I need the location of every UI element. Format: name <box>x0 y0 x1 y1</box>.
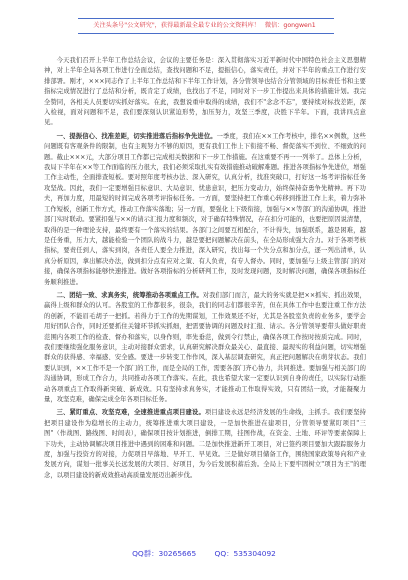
paragraph-intro-text: 今天我们召开上半年工作总结会议，会议的主要任务是：深入贯彻落实习近平新时代中国特色社会主义思想精神，对上半年全局各项工作进行全面总结，查找问题和不足，提振信心，落实责任，并对下半年的重点工作进行安排部署。刚才，×××同志作了上半年工作总结和下半年工作计划，各分管领导也结合分管领域的目标责任书和主要指标完成情况进行了总结和分析，既肯定了成绩，也找出了不足，同时对下一步工作提出来具体的措施计划。我完全赞同，各相关人员要切实抓好落实。在此，我想说重申取得的成绩，我们不"念念不忘"，要持续对标找差距，深入检视，面对问题和不足，我们要深刻认识紧迫形势，加压努力，攻坚三季度，决胜下半年。下面，我讲四点意见。 <box>44 57 366 127</box>
banner-wechat-text: 微信：gongwen1 <box>264 22 316 29</box>
section-2-text: 对我们部门而言，最大的务实就是把××抓实、抓出效果，赢得上级和群众的认可。各股室的工作都很多，很杂，我们的同志们都很辛苦，但在具体工作中也要注重工作方法的创新，不能眉毛胡子一把抓。若得力于工作的先期谋划，工作效果还不好，尤其是各股室负责的业务多，要学会用好团队合作，同时还要抓住关键环节抓实抓细，把需要协调的问题及时汇报、请示。各分管领导要带头做好职责范围内各项工作的检查、督办和落实，以身作则，率先垂范，做到令行禁止，确保各项工作按时按质完成。同时，我们要继续强化服务意识，主动对接群众需求，认真研究解决群众最关心、最直接、最现实的利益问题，切实增强群众的获得感、幸福感、安全感。要进一步转变工作作风，深入基层调查研究，真正把问题解决在萌芽状态。我们要认识到，××工作不是一个部门的工作，而是全局的工作，需要各部门齐心协力，共同推进。要加强与相关部门的沟通协调，形成工作合力，共同推动各项工作落实。在此，我也希望大家一定要认识到自身的责任，以实际行动推动各项重点工作取得新突破、新成效。只有坚持求真务实，才能推动工作取得实效，只有团结一致，才能凝聚力量，攻坚克难，确保完成全年各项目标任务。 <box>44 291 366 403</box>
section-3-text: 项目建设永远是经济发展的生命线，主抓手。我们要坚持把项目建设作为稳增长的主动力，统筹推进重大项目建设，一是加快推进在建项目，分管领导要紧盯项目"三图"（作战图、路线图、时间表），确保项目按计划推进，倒排工期，挂图作战，在资金、土地、环评等要素保障上下功夫，主动协调解决项目推进中遇到的困难和问题。二是加快推进新开工项目，对已签约项目要加大跟踪服务力度，加强与投资方的对接，力促项目早落地、早开工、早见效。三是做好项目储备工作，围绕国家政策导向和产业发展方向，谋划一批事关长远发展的大项目、好项目，为今后发展积蓄后劲。全局上下要牢固树立"项目为王"的理念，以项目建设的新成效推动高质量发展迈出新步伐。 <box>44 409 366 479</box>
paragraph-intro <box>44 56 366 129</box>
paragraph-section-2 <box>44 291 366 405</box>
footer-qq-group: QQ群：30265665 <box>132 549 197 558</box>
section-1-heading: 一、提振信心、找准差距，切实推进落后指标争先进位。 <box>56 132 217 140</box>
document-body <box>44 56 366 534</box>
footer-qq-number: QQ：535304092 <box>214 549 276 558</box>
section-2-heading: 二、团结一致、求真务实，统筹推动各项重点工作。 <box>56 291 203 299</box>
section-1-text: 一季度，我们在××工作考核中，排名××例数，这些问题既有客观条件的限制，也有主观努力不够的原因，更有我们工作上下衔接不畅、督促落实不到位、不细致的问题。截止×××元，大部分项目工作都已完成相关数据和下一步工作措施。在这重要不再一一列举了。总体上分析，我局下半年在××等工作面临的压力很大，我们必须采取扎实有效措施推动破解难题。推进各项指标争先进位，增强工作主动性，全面排查短板。要对照年度考核办法、深入研究，认真分析，找准突破口，打好这一场考评指标任务攻坚战。因此，我们一定要增强目标意识、大局意识、忧患意识，把压力变动力，始终保持奋勇争先精神。再下功夫，再加力度，用最短的时间完成各项考评指标任务。一方面，要坚持把工作重心转移到推进工作上来，着力弥补工作短板，创新工作方式，推动工作落实落地；另一方面，要强化上下级衔接，加强与××等部门的沟通协调，推进部门实时联动。要紧扣强与××的请示汇报力度和频次，对于确有特殊情况，存在扣分可能的，也要把原因说清楚，取得的是一种理论支持，最终要有一个落实的结果。各部门之间要互相配合，不计得失，加强联系，越是困难，越是任务重，压力大，越能检验一个团队的战斗力，越是要把问题解决在前头，在全局形成强大合力。对于各项考核指标，要责任到人，落实到岗，各责任人要全力推进，深入研究，找出每一个失分点和加分点，逐一列出清单，认真分析原因，拿出解决办法，做到扣分点有应对之策、有人负责，有专人督办。同时，要加强与上级主管部门的对接，确保各项指标能够快速推进。做好各项指标的分析研判工作，及时发现问题，及时解决问题，确保各项指标任务顺利推进。 <box>44 132 366 286</box>
paragraph-section-1 <box>44 132 366 288</box>
paragraph-section-3 <box>44 408 366 481</box>
banner-promo-text: 关注头条号"公文研究"，获得最新最全最专业的公文资料库！ <box>93 22 260 29</box>
section-3-heading: 三、紧盯重点、攻坚克难，全速推进重点项目建设。 <box>56 409 205 417</box>
footer-contact <box>0 548 408 559</box>
header-banner <box>78 18 334 34</box>
